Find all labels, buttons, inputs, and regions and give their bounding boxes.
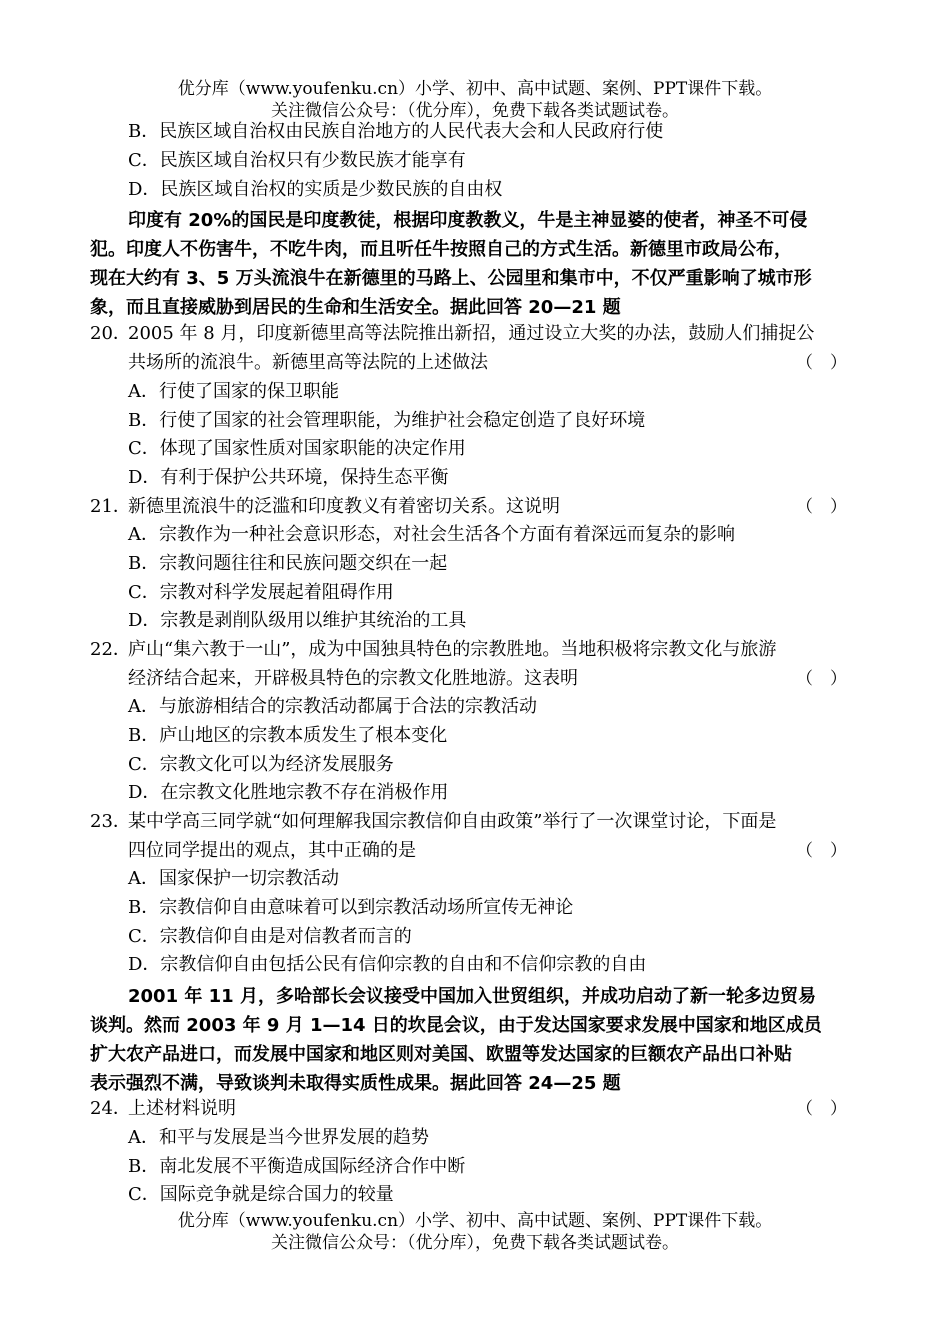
q24-option-a: A．和平与发展是当今世界发展的趋势 xyxy=(128,1127,429,1148)
option-c: C．民族区域自治权只有少数民族才能享有 xyxy=(128,150,466,171)
q20-option-c: C．体现了国家性质对国家职能的决定作用 xyxy=(128,438,466,459)
header-line-1: 优分库（www.youfenku.cn）小学、初中、高中试题、案例、PPT课件下载。 xyxy=(177,79,773,99)
header-line-2: 关注微信公众号：（优分库），免费下载各类试题试卷。 xyxy=(271,101,679,121)
passage-2-line-2: 谈判。然而 2003 年 9 月 1—14 日的坎昆会议，由于发达国家要求发展中国家和地区成员 xyxy=(90,1015,822,1036)
passage-2-line-4: 表示强烈不满，导致谈判未取得实质性成果。据此回答 24—25 题 xyxy=(90,1073,621,1094)
q20-option-b: B．行使了国家的社会管理职能，为维护社会稳定创造了良好环境 xyxy=(128,410,646,431)
question-22-stem-2: 经济结合起来，开辟极具特色的宗教文化胜地游。这表明 xyxy=(128,668,578,689)
question-20-stem-1: 2005 年 8 月，印度新德里高等法院推出新招，通过设立大奖的办法，鼓励人们捕捉公 xyxy=(128,323,815,344)
answer-bracket: （ ） xyxy=(796,497,847,517)
q23-option-c: C．宗教信仰自由是对信教者而言的 xyxy=(128,926,412,947)
option-b: B．民族区域自治权由民族自治地方的人民代表大会和人民政府行使 xyxy=(128,121,664,142)
passage-2-line-1: 2001 年 11 月，多哈部长会议接受中国加入世贸组织，并成功启动了新一轮多边贸易 xyxy=(128,986,816,1007)
q23-option-b: B．宗教信仰自由意味着可以到宗教活动场所宣传无神论 xyxy=(128,897,574,918)
footer-line-1: 优分库（www.youfenku.cn）小学、初中、高中试题、案例、PPT课件下载。 xyxy=(177,1211,773,1231)
question-21-stem: 新德里流浪牛的泛滥和印度教义有着密切关系。这说明 xyxy=(128,496,560,517)
question-22-number: 22． xyxy=(90,639,131,660)
passage-1-line-3: 现在大约有 3、5 万头流浪牛在新德里的马路上、公园里和集市中，不仅严重影响了城市形 xyxy=(90,268,812,289)
question-20-stem-2: 共场所的流浪牛。新德里高等法院的上述做法 xyxy=(128,352,488,373)
answer-bracket: （ ） xyxy=(796,669,847,689)
question-21-number: 21． xyxy=(90,496,131,517)
q21-option-c: C．宗教对科学发展起着阻碍作用 xyxy=(128,582,394,603)
question-24-number: 24． xyxy=(90,1098,131,1119)
q22-option-b: B．庐山地区的宗教本质发生了根本变化 xyxy=(128,725,448,746)
passage-1-line-1: 印度有 20%的国民是印度教徒，根据印度教教义，牛是主神显婆的使者，神圣不可侵 xyxy=(128,210,808,231)
q22-option-d: D．在宗教文化胜地宗教不存在消极作用 xyxy=(128,782,449,803)
q21-option-d: D．宗教是剥削队级用以维护其统治的工具 xyxy=(128,610,467,631)
q21-option-b: B．宗教问题往往和民族问题交织在一起 xyxy=(128,553,448,574)
passage-1-line-4: 象，而且直接威胁到居民的生命和生活安全。据此回答 20—21 题 xyxy=(90,297,621,318)
question-22-stem-1: 庐山“集六教于一山”，成为中国独具特色的宗教胜地。当地积极将宗教文化与旅游 xyxy=(128,639,777,660)
answer-bracket: （ ） xyxy=(796,841,847,861)
q23-option-a: A．国家保护一切宗教活动 xyxy=(128,868,339,889)
footer-line-2: 关注微信公众号：（优分库），免费下载各类试题试卷。 xyxy=(271,1233,679,1253)
answer-bracket: （ ） xyxy=(796,1099,847,1119)
question-20-number: 20． xyxy=(90,323,131,344)
question-24-stem: 上述材料说明 xyxy=(128,1098,236,1119)
question-23-stem-2: 四位同学提出的观点，其中正确的是 xyxy=(128,840,416,861)
q23-option-d: D．宗教信仰自由包括公民有信仰宗教的自由和不信仰宗教的自由 xyxy=(128,954,647,975)
question-23-stem-1: 某中学高三同学就“如何理解我国宗教信仰自由政策”举行了一次课堂讨论，下面是 xyxy=(128,811,777,832)
passage-2-line-3: 扩大农产品进口，而发展中国家和地区则对美国、欧盟等发达国家的巨额农产品出口补贴 xyxy=(90,1044,792,1065)
q21-option-a: A．宗教作为一种社会意识形态，对社会生活各个方面有着深远而复杂的影响 xyxy=(128,524,735,545)
q24-option-c: C．国际竞争就是综合国力的较量 xyxy=(128,1184,394,1205)
q20-option-d: D．有利于保护公共环境，保持生态平衡 xyxy=(128,467,449,488)
q22-option-a: A．与旅游相结合的宗教活动都属于合法的宗教活动 xyxy=(128,696,537,717)
q22-option-c: C．宗教文化可以为经济发展服务 xyxy=(128,754,394,775)
option-d: D．民族区域自治权的实质是少数民族的自由权 xyxy=(128,179,503,200)
q24-option-b: B．南北发展不平衡造成国际经济合作中断 xyxy=(128,1156,466,1177)
q20-option-a: A．行使了国家的保卫职能 xyxy=(128,381,339,402)
answer-bracket: （ ） xyxy=(796,353,847,373)
question-23-number: 23． xyxy=(90,811,131,832)
passage-1-line-2: 犯。印度人不伤害牛，不吃牛肉，而且听任牛按照自己的方式生活。新德里市政局公布， xyxy=(90,239,792,260)
